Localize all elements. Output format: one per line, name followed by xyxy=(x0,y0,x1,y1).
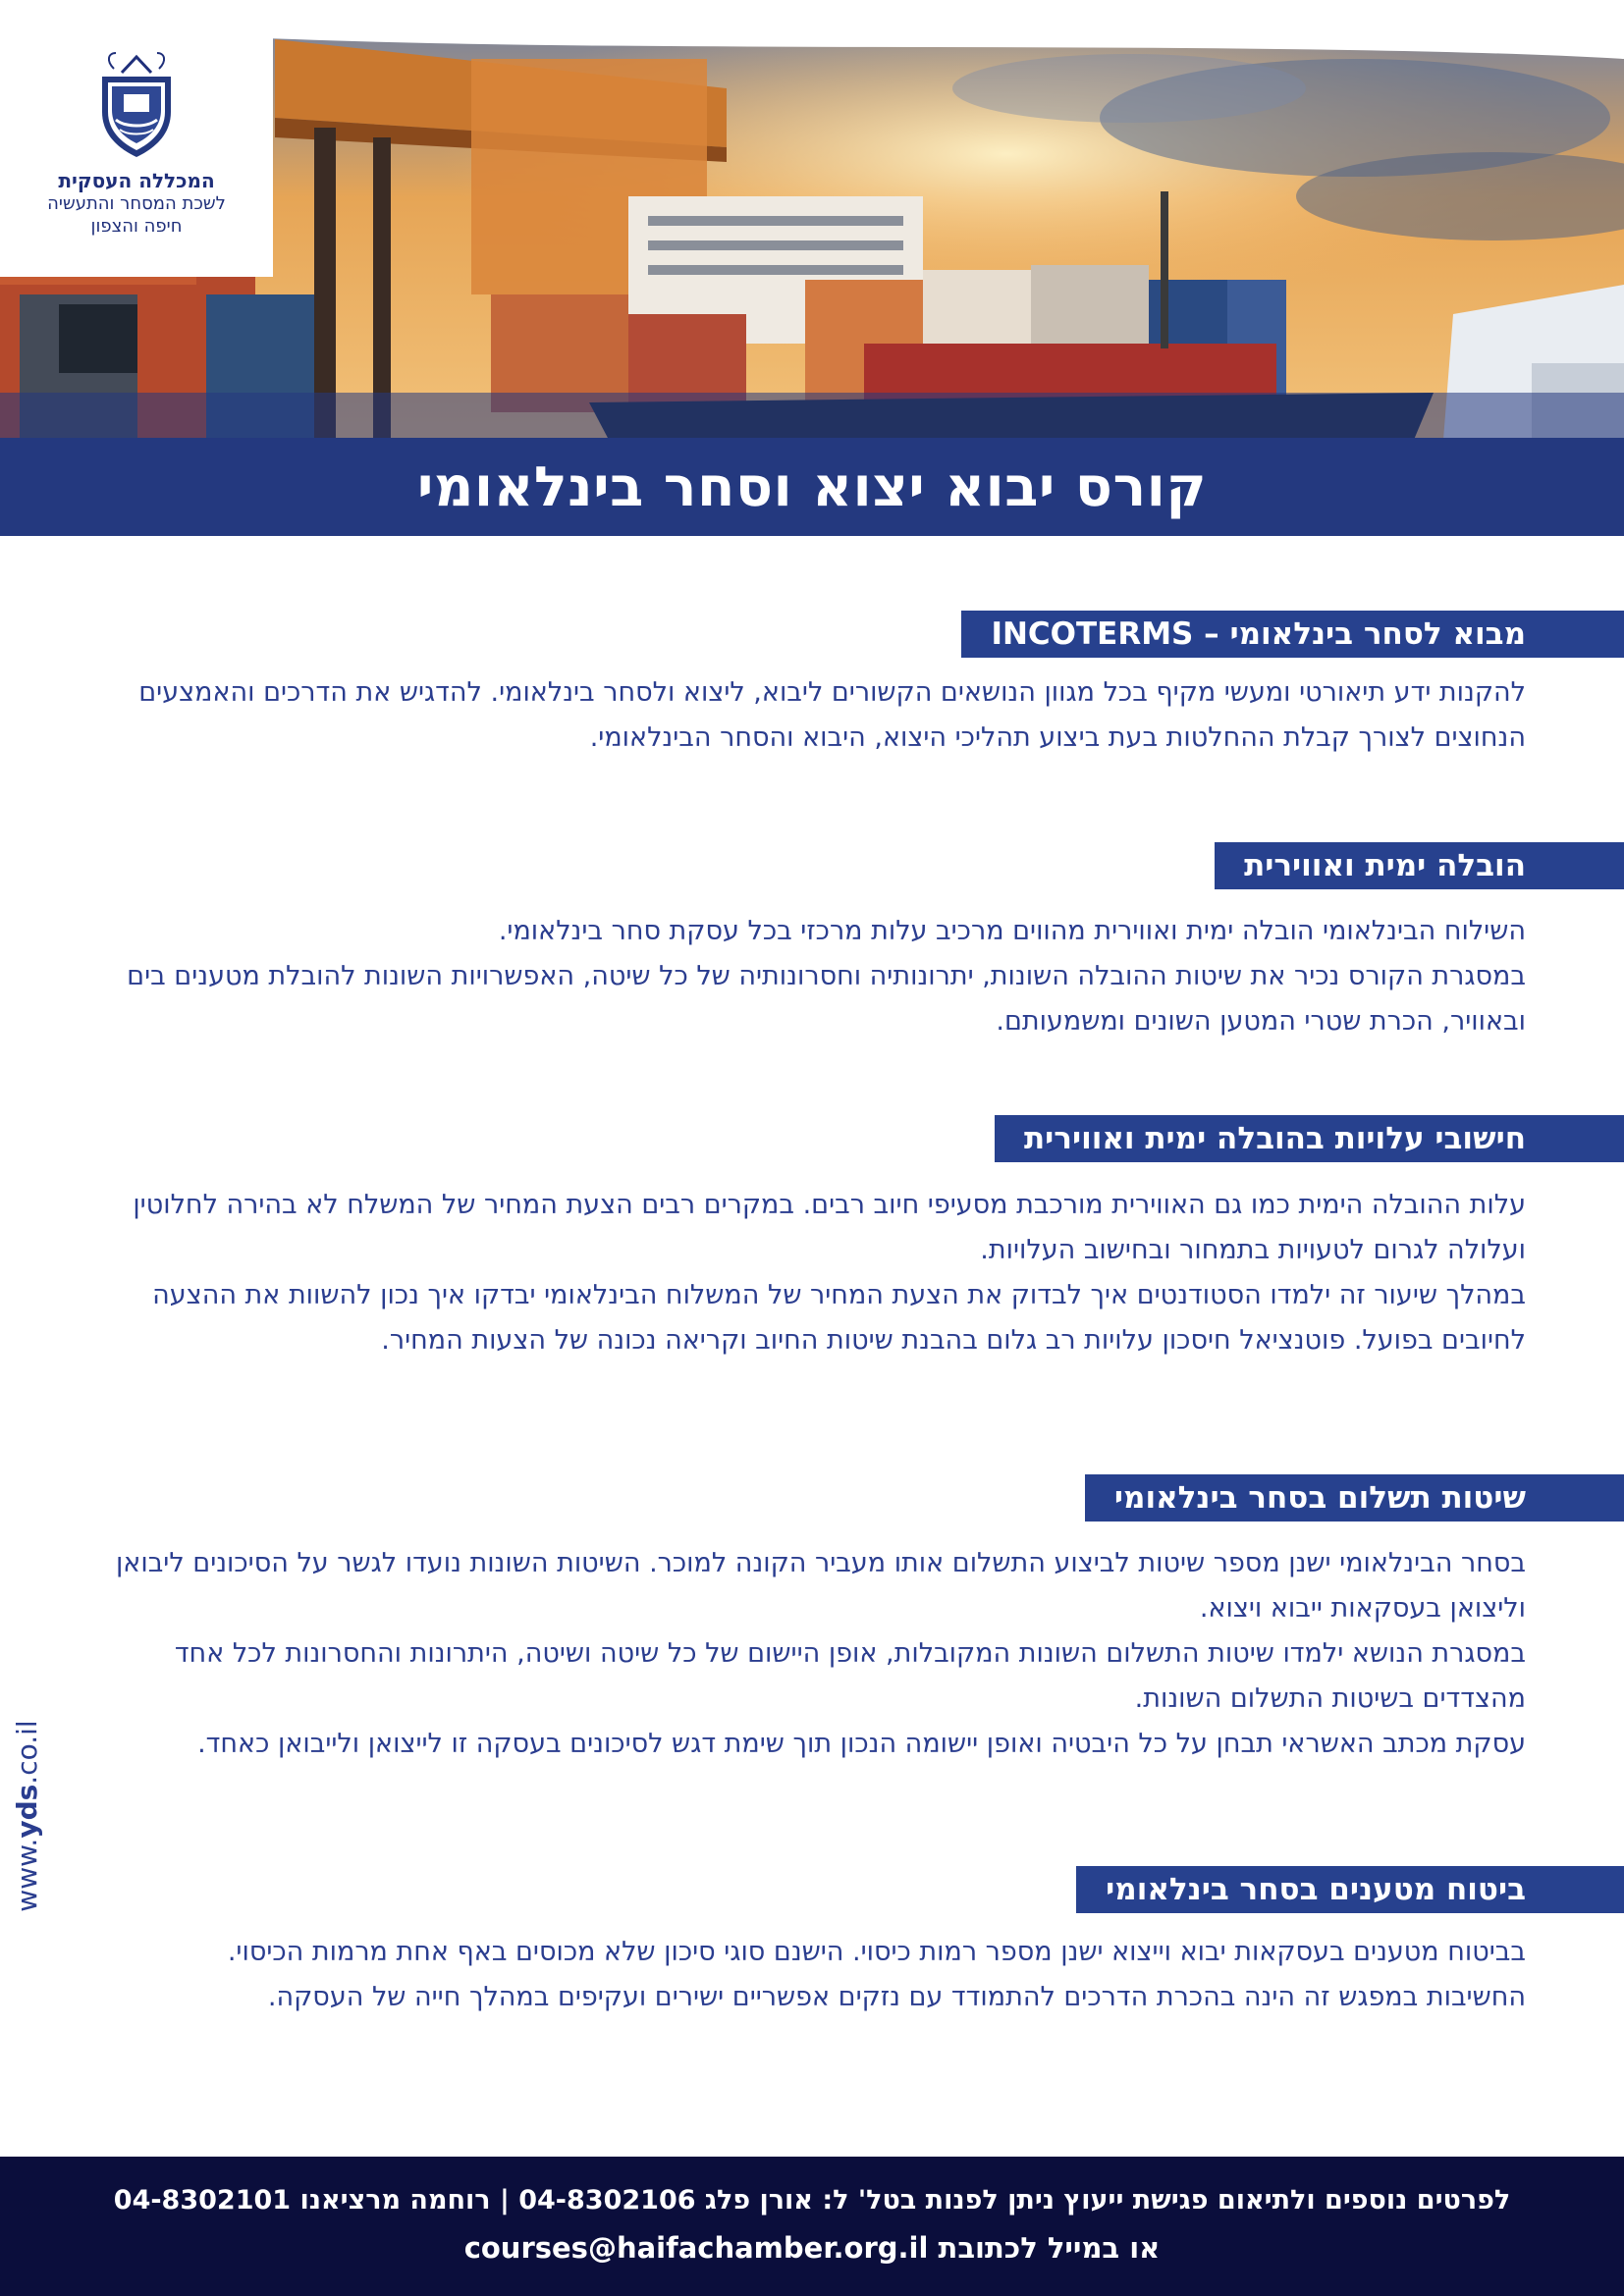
website-url[interactable] xyxy=(8,1708,47,1924)
paragraph: במהלך שיעור זה ילמדו הסטודנטים איך לבדוק את הצעת המחיר של המשלוח הבינלאומי יבדקו איך נכון להשוות את ההצעה לחיובים בפועל. פוטנציאל חיסכון עלויות רב גלום בהבנת שיטות החיוב וקריאה נכונה של הצעות המחיר. xyxy=(152,1280,1526,1356)
paragraph: להקנות ידע תיאורטי ומעשי מקיף בכל מגוון הנושאים הקשורים ליבוא, ליצוא ולסחר בינלאומי. להדגיש את הדרכים והאמצעים הנחוצים לצורך קבלת ההחלטות בעת ביצוע תהליכי היצוא, היבוא והסחר הבינלאומי. xyxy=(138,677,1526,753)
section-heading-intro: מבוא לסחר בינלאומי – INCOTERMS xyxy=(961,611,1624,658)
hero-image xyxy=(0,0,1624,440)
paragraph: עסקת מכתב האשראי תבחן על כל היבטיה ואופן יישומה הנכון תוך שימת דגש לסיכונים בעסקה זו לייצואן ולייבואן כאחד. xyxy=(197,1729,1526,1759)
paragraph: השילוח הבינלאומי הובלה ימית ואווירית מהווים מרכיב עלות מרכזי בכל עסקת סחר בינלאומי. xyxy=(498,916,1526,946)
url-suffix: .co.il xyxy=(11,1720,43,1785)
section-heading-shipping: הובלה ימית ואווירית xyxy=(1215,842,1624,889)
section-heading-payment: שיטות תשלום בסחר בינלאומי xyxy=(1085,1474,1624,1522)
contact-footer xyxy=(0,2157,1624,2296)
paragraph: בסחר הבינלאומי ישנן מספר שיטות לביצוע התשלום אותו מעביר הקונה למוכר. השיטות השונות נועדו לגשר על הסיכונים ליבואן וליצואן בעסקאות ייבוא ויצוא. xyxy=(115,1548,1526,1624)
section-body-intro xyxy=(112,670,1526,761)
crest-icon xyxy=(94,51,179,159)
url-prefix: www. xyxy=(11,1838,43,1912)
paragraph: במסגרת הקורס נכיר את שיטות ההובלה השונות, יתרונותיה וחסרונותיה של כל שיטה, האפשרויות השונות להובלת מטענים בים ובאוויר, הכרת שטרי המטען השונים ומשמעותם. xyxy=(127,961,1526,1037)
logo-box xyxy=(0,0,273,277)
page-title: קורס יבוא יצוא וסחר בינלאומי xyxy=(416,454,1208,519)
paragraph: במסגרת הנושא ילמדו שיטות התשלום השונות המקובלות, אופן היישום של כל שיטה ושיטה, היתרונות והחסרונות לכל אחד מהצדדים בשיטות התשלום השונות. xyxy=(174,1638,1526,1714)
paragraph: בביטוח מטענים בעסקאות יבוא וייצוא ישנן מספר רמות כיסוי. הישנם סוגי סיכון שלא מכוסים באף אחת מרמות הכיסוי. xyxy=(227,1937,1526,1967)
url-domain: yds xyxy=(11,1784,43,1839)
logo-subtitle-region: חיפה והצפון xyxy=(90,216,183,237)
contact-email[interactable]: או במייל לכתובת courses@haifachamber.org.il xyxy=(463,2231,1161,2265)
section-body-insurance xyxy=(112,1930,1526,2020)
section-body-costs xyxy=(112,1183,1526,1363)
paragraph: עלות ההובלה הימית כמו גם האווירית מורכבת מסעיפי חיוב רבים. במקרים רבים הצעת המחיר של המשלח לא בהירה לחלוטין ועלולה לגרום לטעויות בתמחור ובחישוב העלויות. xyxy=(133,1190,1526,1265)
section-heading-insurance: ביטוח מטענים בסחר בינלאומי xyxy=(1076,1866,1624,1913)
paragraph: החשיבות במפגש זה הינה בהכרת הדרכים להתמודד עם נזקים אפשריים ישירים ועקיפים במהלך חייה של העסקה. xyxy=(267,1982,1526,2012)
contact-phones: לפרטים נוספים ולתיאום פגישת ייעוץ ניתן לפנות בטל' ל: אורן פלג 04-8302106 | רוחמה מרציאנו 04-8302101 xyxy=(113,2185,1511,2216)
section-heading-costs: חישובי עלויות בהובלה ימית ואווירית xyxy=(995,1115,1624,1162)
section-body-shipping xyxy=(112,909,1526,1044)
logo-title: המכללה העסקית xyxy=(58,169,215,192)
logo-subtitle: לשכת המסחר והתעשיה xyxy=(47,193,226,214)
section-body-payment xyxy=(112,1541,1526,1767)
title-band xyxy=(0,438,1624,536)
